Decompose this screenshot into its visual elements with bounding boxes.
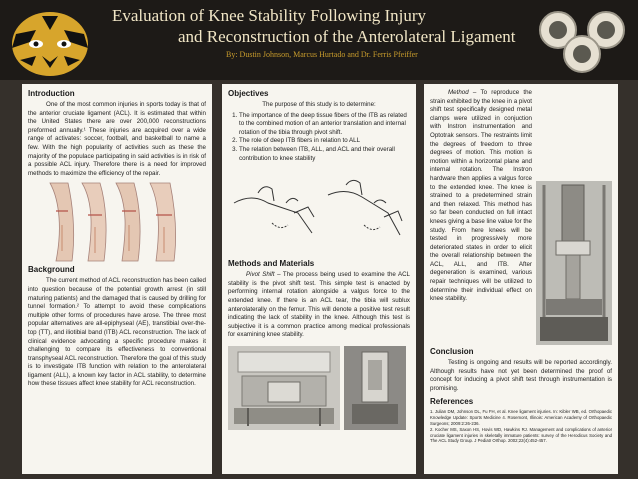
pivot-shift-sketch-figure [228, 173, 410, 251]
tiger-logo-icon [6, 4, 94, 78]
optotrak-sensor-photo [344, 346, 406, 430]
methods-heading: Methods and Materials [228, 259, 315, 269]
column-method [424, 84, 618, 474]
introduction-heading: Introduction [28, 89, 75, 98]
objective-item: 3. The relation between ITB, ALL, and ACL and their overall contribution to knee stability [239, 146, 410, 163]
objectives-intro: The purpose of this study is to determine: [262, 101, 376, 108]
poster-title-line1: Evaluation of Knee Stability Following Injury [112, 6, 426, 25]
instron-clamp-photo [228, 346, 340, 430]
column-objectives [222, 84, 416, 474]
objective-item: 1. The importance of the deep tissue fibers of the ITB as related to the combined motion of an anterior translation and internal rotation of the tibia through pivot shift. [239, 112, 410, 138]
background-heading: Background [28, 265, 75, 275]
conclusion-heading: Conclusion [430, 347, 474, 356]
equipment-photo-row [228, 346, 410, 430]
objectives-list [228, 112, 410, 164]
conclusion-text: Testing is ongoing and results will be reported accordingly. Although results have not yet been determined the proof of concept for inducing a pivot shift test through instrumentation is promising. [430, 359, 612, 392]
pivot-shift-text: – The process being used to examine the ACL stability is the pivot shift test. This simple test is enacted by performing internal rotation alongside a valgus force to the extended knee. If there is an ACL tear, the tibia will sublux anterolaterally on the femur. This will denote a positive test result indicating the lack of stability in the knee. Although this test is subjective it is a common practice among medical professionals for examining knee stability. [228, 271, 411, 339]
method-label: Method [448, 89, 469, 96]
poster-header [0, 0, 638, 80]
leg-anatomy-figure [42, 181, 192, 263]
reference-item: 1. Julian DM, Johnson DL, Fu FH, et al. Knee ligament injuries. In: Kibler WB, ed. Orthopaedic Knowledge Update: Sports Medicine 4. Rosemont, Illinois: American Academy of Orthopaedic Surgeons; 2009:2:26-236. [430, 409, 612, 426]
references-list [430, 409, 612, 444]
introduction-text: One of the most common injuries in sports today is that of the anterior cruciate ligament (ACL). It is estimated that within the United States there are over 200,000 reconstructions preformed annually.¹ These injuries are acquired over a wide range of activates: soccer, football, and basketball to name a few. With the high popularity of activities such as these the majority of the populace participating in said activities is in risk of a possible ACL injury. Therefore there is a need for improved methods to maximize the efficiency of the repair. [28, 101, 206, 177]
triple-circle-emblem-icon [532, 8, 632, 76]
column-introduction [22, 84, 212, 474]
background-text: The current method of ACL reconstruction has been called into question because of the potential growth arrest (in still maturing patients) and the damaged that is caused by drilling for tunnel formation.² To attempt to avoid these complications multiple other forms of procedures have arose. The three most popular alternatives are all-epiphyseal (AE), transtibial over-the-top (TT), and iliotibial band (ITB) ACL reconstruction. The lack of clinical evidence advocating a specific procedure makes it challenging to compare its effectiveness to conventional transphyseal ACL reconstruction. Therefore the goal of this study is to investigate ITB function with relation to the anterolateral ligament (ALL), a known key factor in ACL stability, to determine how these tissues affect knee stability for ACL reconstruction. [28, 277, 206, 388]
objective-item: 2. The role of deep ITB fibers in relation to ALL [239, 137, 410, 146]
references-heading: References [430, 397, 474, 407]
objectives-heading: Objectives [228, 89, 269, 98]
poster-title-line2: and Reconstruction of the Anterolateral Ligament [178, 27, 516, 46]
reference-item: 2. Kocher MS, Saxon HS, Hovis WD, Hawkins RJ. Management and complications of anterior cruciate ligament injuries in skeletally immature patients: survey of the Herodicus Society and The ACL Study Group. J Pediatr Orthop. 2002;22(4):452-457. [430, 427, 612, 444]
poster-authors: By: Dustin Johnson, Marcus Hurtado and Dr. Ferris Pfeiffer [226, 50, 418, 59]
pivot-shift-paragraph [228, 271, 410, 340]
test-rig-photo [536, 181, 612, 345]
pivot-shift-label: Pivot Shift [246, 271, 275, 279]
method-text: – To reproduce the strain exhibited by the knee in a pivot shift test specifically designed metal clamps were utilized in conjuction with Instron instrumentation and Optotrak sensors. The restraints limit the degrees of freedom to three degrees of motion. This motion is motion within a horizontal plane and internal rotation. The Instron hardware then applies a valgus force to the extended knee. The knee is strained to a predetermined strain and then relaxed. This method has so far been conducted on full intact knees giving a base line value for the study. From here knees will be tested in progressively more deteriorated states in order to elicit the overall relationship between the ACL, ALL, and ITB. After degeneration is examined, various repair techniques will be utilized to determine their individual effect on knee stability. [430, 89, 532, 303]
